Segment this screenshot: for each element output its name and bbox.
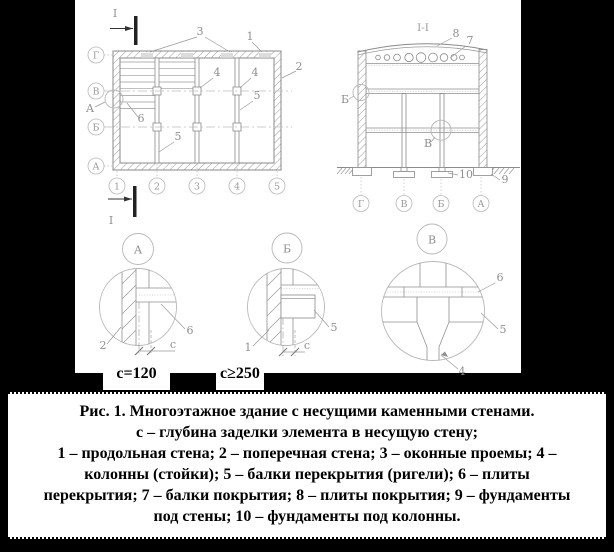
plan-axis-g: Г (92, 50, 100, 62)
detail-v-title: В (427, 233, 437, 247)
plan-grid-4: 4 (233, 181, 241, 193)
section-axis-a: А (477, 199, 485, 210)
caption-line-2: с – глубина заделки элемента в несущую стену; (136, 424, 478, 441)
ref-2-cross-wall: 2 (295, 60, 303, 73)
section-left-wall (358, 51, 366, 168)
plan-axis-a: А (92, 161, 100, 173)
ref-7-roof-beams: 7 (466, 34, 474, 47)
ref-8-roof-slabs: 8 (452, 27, 460, 40)
section-callout-v-label: В (423, 137, 433, 150)
section-title: I-I (417, 22, 429, 34)
caption-line-4: колонны (стойки); 5 – балки перекрытия (ригели); 6 – плиты (84, 466, 530, 483)
ref-6-slab-joint: 6 (496, 271, 504, 284)
ref-4-column: 4 (213, 66, 221, 79)
caption-line-1: Рис. 1. Многоэтажное здание с несущими каменными стенами. (79, 403, 535, 420)
section-axis-b: Б (437, 199, 445, 210)
plan-grid-1: 1 (113, 181, 121, 193)
ref-5-beam-detail: 5 (330, 321, 338, 334)
section-mark-bar-bottom (133, 186, 137, 217)
ref-3-windows: 3 (196, 25, 204, 38)
figure-caption (8, 392, 606, 539)
ref-9-wall-foundation: 9 (501, 173, 509, 186)
section-mark-top-label: I (112, 7, 118, 20)
plan-grid-5: 5 (273, 181, 281, 193)
detail-a-title: А (133, 243, 143, 257)
plan-axis-b: Б (92, 122, 100, 134)
ref-6-slab: 6 (137, 112, 145, 125)
ref-2-wall-detail: 2 (99, 339, 107, 352)
section-axis-g: Г (357, 199, 365, 210)
detail-a-dim-letter: с (169, 338, 177, 351)
section-mark-bar-top (134, 16, 138, 45)
plan-grid-3: 3 (193, 181, 201, 193)
caption-line-6: под стены; 10 – фундаменты под колонны. (153, 508, 461, 525)
ref-1-long-wall: 1 (246, 30, 254, 43)
ref-4-column-joint: 4 (458, 365, 466, 378)
detail-b-title: Б (282, 242, 292, 256)
section-callout-b-label: Б (340, 93, 350, 106)
plan-callout-a-label: А (85, 102, 95, 115)
ref-1-wall-detail: 1 (244, 341, 252, 354)
ref-5-beam-joint: 5 (499, 323, 507, 336)
section-right-wall (479, 50, 487, 168)
ref-5-beam: 5 (253, 89, 261, 102)
ref-4-column-2: 4 (251, 66, 259, 79)
detail-b-dim-letter: с (303, 339, 311, 352)
plan-grid-2: 2 (153, 181, 161, 193)
ref-10-column-foundation: 10 (459, 168, 473, 181)
section-mark-bottom-label: I (108, 214, 114, 227)
dim-value-c120: с=120 (103, 357, 170, 390)
plan-axis-v: В (92, 86, 100, 98)
caption-line-5: перекрытия; 7 – балки покрытия; 8 – плиты покрытия; 9 – фундаменты (43, 487, 571, 504)
caption-line-3: 1 – продольная стена; 2 – поперечная стена; 3 – оконные проемы; 4 – (57, 445, 557, 462)
ref-5-beam-2: 5 (174, 130, 182, 143)
ref-6-slab-detail: 6 (186, 324, 194, 337)
dim-value-c250: с≥250 (216, 357, 264, 390)
section-axis-v: В (400, 199, 408, 210)
